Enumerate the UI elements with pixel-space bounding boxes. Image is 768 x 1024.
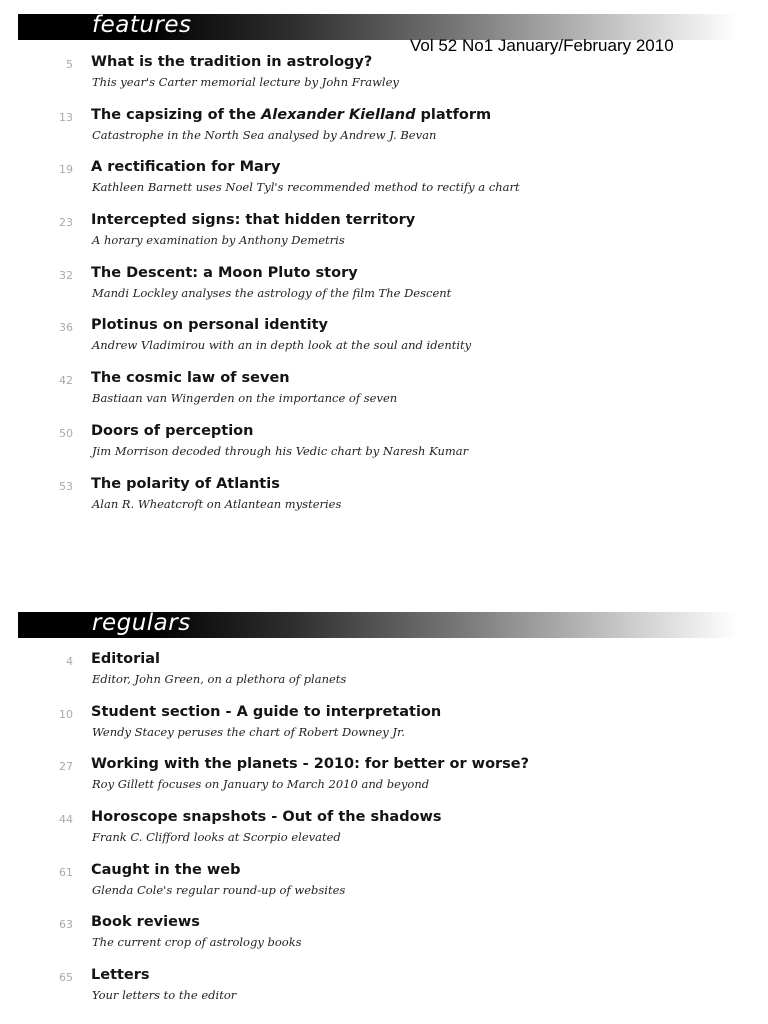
page-number: 13 <box>59 110 73 124</box>
article-subtitle: Bastiaan van Wingerden on the importance of seven <box>92 391 398 406</box>
article-subtitle: Andrew Vladimirou with an in depth look at the soul and identity <box>92 338 472 353</box>
page-number: 5 <box>66 58 73 71</box>
page-number: 10 <box>59 707 73 721</box>
article-subtitle: This year's Carter memorial lecture by John Frawley <box>92 75 399 89</box>
article-subtitle: Roy Gillett focuses on January to March 2010 and beyond <box>92 777 430 792</box>
article-title[interactable]: Working with the planets - 2010: for better or worse? <box>91 756 530 773</box>
toc-entry[interactable] <box>0 423 768 476</box>
page-number: 63 <box>59 918 73 932</box>
toc-entry[interactable] <box>0 212 768 265</box>
toc-entry[interactable] <box>0 54 768 107</box>
article-subtitle: Kathleen Barnett uses Noel Tyl's recommended method to rectify a chart <box>92 180 520 195</box>
article-subtitle: Editor, John Green, on a plethora of planets <box>92 672 347 686</box>
toc-entry[interactable] <box>0 967 768 1020</box>
article-subtitle: Your letters to the editor <box>92 988 237 1003</box>
issue-info: Vol 52 No1 January/February 2010 <box>410 36 674 55</box>
article-title[interactable] <box>91 107 491 123</box>
title-italic-text: Alexander Kielland <box>261 106 416 123</box>
article-subtitle: A horary examination by Anthony Demetris <box>92 233 345 248</box>
toc-entry[interactable] <box>0 862 768 915</box>
article-title[interactable]: Horoscope snapshots - Out of the shadows <box>91 809 442 826</box>
page-number: 65 <box>59 971 73 985</box>
page-number: 44 <box>59 813 73 827</box>
article-title[interactable]: Letters <box>91 967 150 984</box>
article-title[interactable]: Book reviews <box>91 914 200 931</box>
regulars-heading: regulars <box>92 610 191 636</box>
toc-entry[interactable] <box>0 704 768 757</box>
toc-entry[interactable] <box>0 809 768 862</box>
article-subtitle: The current crop of astrology books <box>92 935 302 950</box>
toc-entry[interactable] <box>0 914 768 967</box>
article-title[interactable]: The cosmic law of seven <box>91 370 290 387</box>
toc-entry[interactable] <box>0 476 768 529</box>
toc-entry[interactable] <box>0 651 768 704</box>
page-number: 50 <box>59 426 73 440</box>
article-subtitle: Alan R. Wheatcroft on Atlantean mysteries <box>92 496 342 511</box>
article-title[interactable]: Intercepted signs: that hidden territory <box>91 212 416 229</box>
toc-entry[interactable] <box>0 159 768 212</box>
features-heading: features <box>92 12 192 38</box>
page-number: 36 <box>59 321 73 335</box>
regulars-list <box>0 651 768 1020</box>
page-number: 19 <box>59 163 73 177</box>
page-number: 27 <box>59 760 73 774</box>
article-subtitle: Frank C. Clifford looks at Scorpio elevated <box>92 830 341 845</box>
article-title[interactable]: A rectification for Mary <box>91 159 281 176</box>
title-text-end: platform <box>415 106 492 123</box>
article-title[interactable]: Doors of perception <box>91 422 254 439</box>
title-text: The capsizing of the <box>91 106 262 123</box>
page-number: 4 <box>66 655 73 668</box>
page-number: 53 <box>59 479 73 493</box>
page-number: 23 <box>59 216 73 230</box>
article-title[interactable]: Plotinus on personal identity <box>91 317 328 334</box>
article-subtitle: Jim Morrison decoded through his Vedic chart by Naresh Kumar <box>92 443 469 458</box>
article-subtitle: Wendy Stacey peruses the chart of Robert Downey Jr. <box>92 724 405 739</box>
article-title[interactable]: Student section - A guide to interpretation <box>91 703 442 720</box>
regulars-section-header <box>18 612 738 638</box>
toc-entry[interactable] <box>0 370 768 423</box>
features-list <box>0 54 768 528</box>
toc-entry[interactable] <box>0 265 768 318</box>
article-title[interactable]: What is the tradition in astrology? <box>91 54 373 70</box>
article-subtitle: Catastrophe in the North Sea analysed by Andrew J. Bevan <box>92 127 437 142</box>
page-number: 32 <box>59 268 73 282</box>
toc-entry[interactable] <box>0 317 768 370</box>
article-subtitle: Glenda Cole's regular round-up of websites <box>92 882 346 897</box>
toc-entry[interactable] <box>0 107 768 160</box>
article-title[interactable]: Editorial <box>91 651 161 667</box>
article-title[interactable]: The Descent: a Moon Pluto story <box>91 264 358 281</box>
page-number: 42 <box>59 374 73 388</box>
article-subtitle: Mandi Lockley analyses the astrology of the film The Descent <box>92 285 452 300</box>
article-title[interactable]: The polarity of Atlantis <box>91 475 280 492</box>
page-number: 61 <box>59 865 73 879</box>
article-title[interactable]: Caught in the web <box>91 861 241 878</box>
toc-entry[interactable] <box>0 756 768 809</box>
